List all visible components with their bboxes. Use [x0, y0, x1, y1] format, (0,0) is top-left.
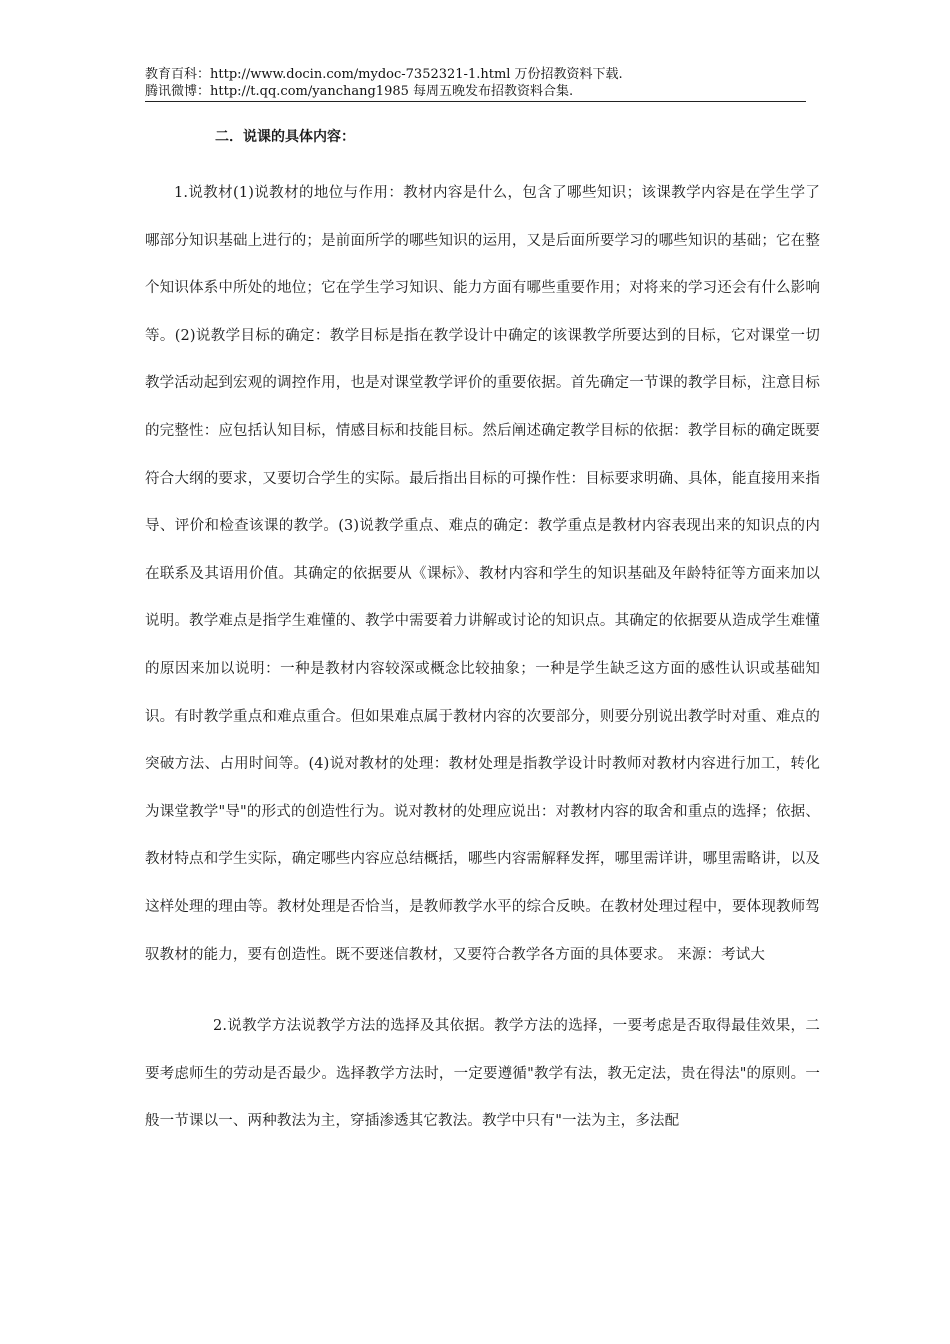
header-line-weibo: 腾讯微博：http://t.qq.com/yanchang1985 每周五晚发布招教资料合集.	[145, 84, 574, 99]
document-body	[145, 120, 820, 1146]
page-header	[145, 66, 806, 100]
header-divider	[145, 101, 806, 102]
header-line-docin: 教育百科：http://www.docin.com/mydoc-7352321-1.html 万份招教资料下载.	[145, 67, 623, 82]
paragraph-teaching-method: 2.说教学方法说教学方法的选择及其依据。教学方法的选择，一要考虑是否取得最佳效果，二要考虑师生的劳动是否最少。选择教学方法时，一定要遵循"教学有法，教无定法，贵在得法"的原则。一般一节课以一、两种教法为主，穿插渗透其它教法。教学中只有"一法为主，多法配	[145, 1018, 820, 1130]
paragraph-textbook: 1.说教材(1)说教材的地位与作用：教材内容是什么，包含了哪些知识；该课教学内容是在学生学了哪部分知识基础上进行的；是前面所学的哪些知识的运用，又是后面所要学习的哪些知识的基础；它在整个知识体系中所处的地位；它在学生学习知识、能力方面有哪些重要作用；对将来的学习还会有什么影响等。(2)说教学目标的确定：教学目标是指在教学设计中确定的该课教学所要达到的目标，它对课堂一切教学活动起到宏观的调控作用，也是对课堂教学评价的重要依据。首先确定一节课的教学目标，注意目标的完整性：应包括认知目标，情感目标和技能目标。然后阐述确定教学目标的依据：教学目标的确定既要符合大纲的要求，又要切合学生的实际。最后指出目标的可操作性：目标要求明确、具体，能直接用来指导、评价和检查该课的教学。(3)说教学重点、难点的确定：教学重点是教材内容表现出来的知识点的内在联系及其语用价值。其确定的依据要从《课标》、教材内容和学生的知识基础及年龄特征等方面来加以说明。教学难点是指学生难懂的、教学中需要着力讲解或讨论的知识点。其确定的依据要从造成学生难懂的原因来加以说明：一种是教材内容较深或概念比较抽象；一种是学生缺乏这方面的感性认识或基础知识。有时教学重点和难点重合。但如果难点属于教材内容的次要部分，则要分别说出教学时对重、难点的突破方法、占用时间等。(4)说对教材的处理：教材处理是指教学设计时教师对教材内容进行加工，转化为课堂教学"导"的形式的创造性行为。说对教材的处理应说出：对教材内容的取舍和重点的选择；依据、教材特点和学生实际，确定哪些内容应总结概括，哪些内容需解释发挥，哪里需详讲，哪里需略讲，以及这样处理的理由等。教材处理是否恰当，是教师教学水平的综合反映。在教材处理过程中，要体现教师驾驭教材的能力，要有创造性。既不要迷信教材，又要符合教学各方面的具体要求。 来源：考试大	[145, 185, 820, 963]
section-heading: 二．说课的具体内容：	[215, 129, 355, 145]
